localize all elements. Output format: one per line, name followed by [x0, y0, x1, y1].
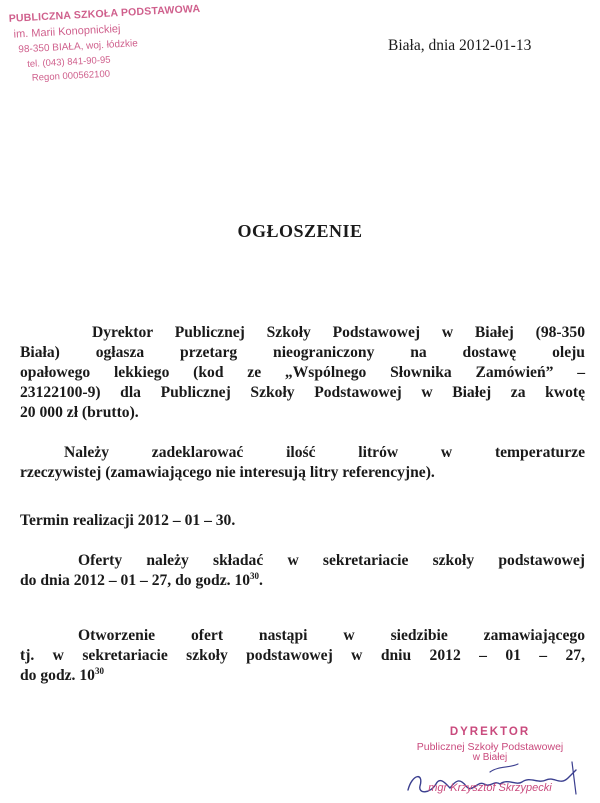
offers-time-minutes: 30 — [250, 570, 260, 581]
paragraph-line: Termin realizacji 2012 – 01 – 30. — [20, 512, 236, 529]
paragraph-line — [20, 571, 585, 591]
opening-time-text: do godz. 10 — [20, 667, 95, 684]
paragraph-line: tj. w sekretariacie szkoły podstawowej w dniu 2012 – 01 – 27, — [20, 647, 585, 664]
paragraph-line: opałowego lekkiego (kod ze „Wspólnego Słownika Zamówień” – — [20, 364, 585, 381]
paragraph-line: Należy zadeklarować ilość litrów w temperaturze — [64, 444, 585, 461]
signature-role: DYREKTOR — [449, 726, 531, 738]
stamp-line-address: 98-350 BIAŁA, woj. łódzkie — [18, 38, 139, 56]
opening-time-minutes: 30 — [94, 665, 104, 676]
stamp-line-patron: im. Marii Konopnickiej — [13, 23, 121, 41]
signature-institution: Publicznej Szkoły Podstawowej — [416, 741, 564, 753]
paragraph-line — [20, 666, 585, 686]
paragraph-line: Oferty należy składać w sekretariacie szkoły podstawowej — [78, 552, 585, 569]
school-stamp — [6, 0, 201, 108]
stamp-line-school: PUBLICZNA SZKOŁA PODSTAWOWA — [8, 2, 201, 25]
stamp-line-phone: tel. (043) 841-90-95 — [26, 54, 111, 70]
paragraph-tender — [20, 323, 585, 423]
paragraph-line: rzeczywistej (zamawiającego nie interesują litry referencyjne). — [20, 464, 435, 481]
paragraph-line: Biała) ogłasza przetarg nieograniczony na dostawę oleju — [20, 344, 585, 361]
paragraph-opening — [20, 626, 585, 686]
offers-date-period: . — [259, 572, 263, 589]
paragraph-line: Dyrektor Publicznej Szkoły Podstawowej w Białej (98-350 — [92, 324, 585, 341]
paragraph-deadline — [20, 511, 585, 531]
stamp-line-regon: Regon 000562100 — [31, 68, 111, 84]
offers-date-text: do dnia 2012 – 01 – 27, do godz. 10 — [20, 572, 251, 589]
paragraph-offers — [20, 551, 585, 591]
paragraph-line: 20 000 zł (brutto). — [20, 404, 139, 421]
paragraph-line: Otworzenie ofert nastąpi w siedzibie zamawiającego — [78, 627, 585, 644]
signature-place: w Białej — [472, 752, 508, 763]
document-title: OGŁOSZENIE — [237, 221, 363, 241]
paragraph-line: 23122100-9) dla Publicznej Szkoły Podstawowej w Białej za kwotę — [20, 384, 585, 401]
director-signature-block — [390, 720, 595, 800]
signature-name: mgr Krzysztof Skrzypecki — [428, 782, 552, 794]
paragraph-declaration — [20, 443, 585, 483]
document-date: Biała, dnia 2012-01-13 — [388, 37, 532, 54]
